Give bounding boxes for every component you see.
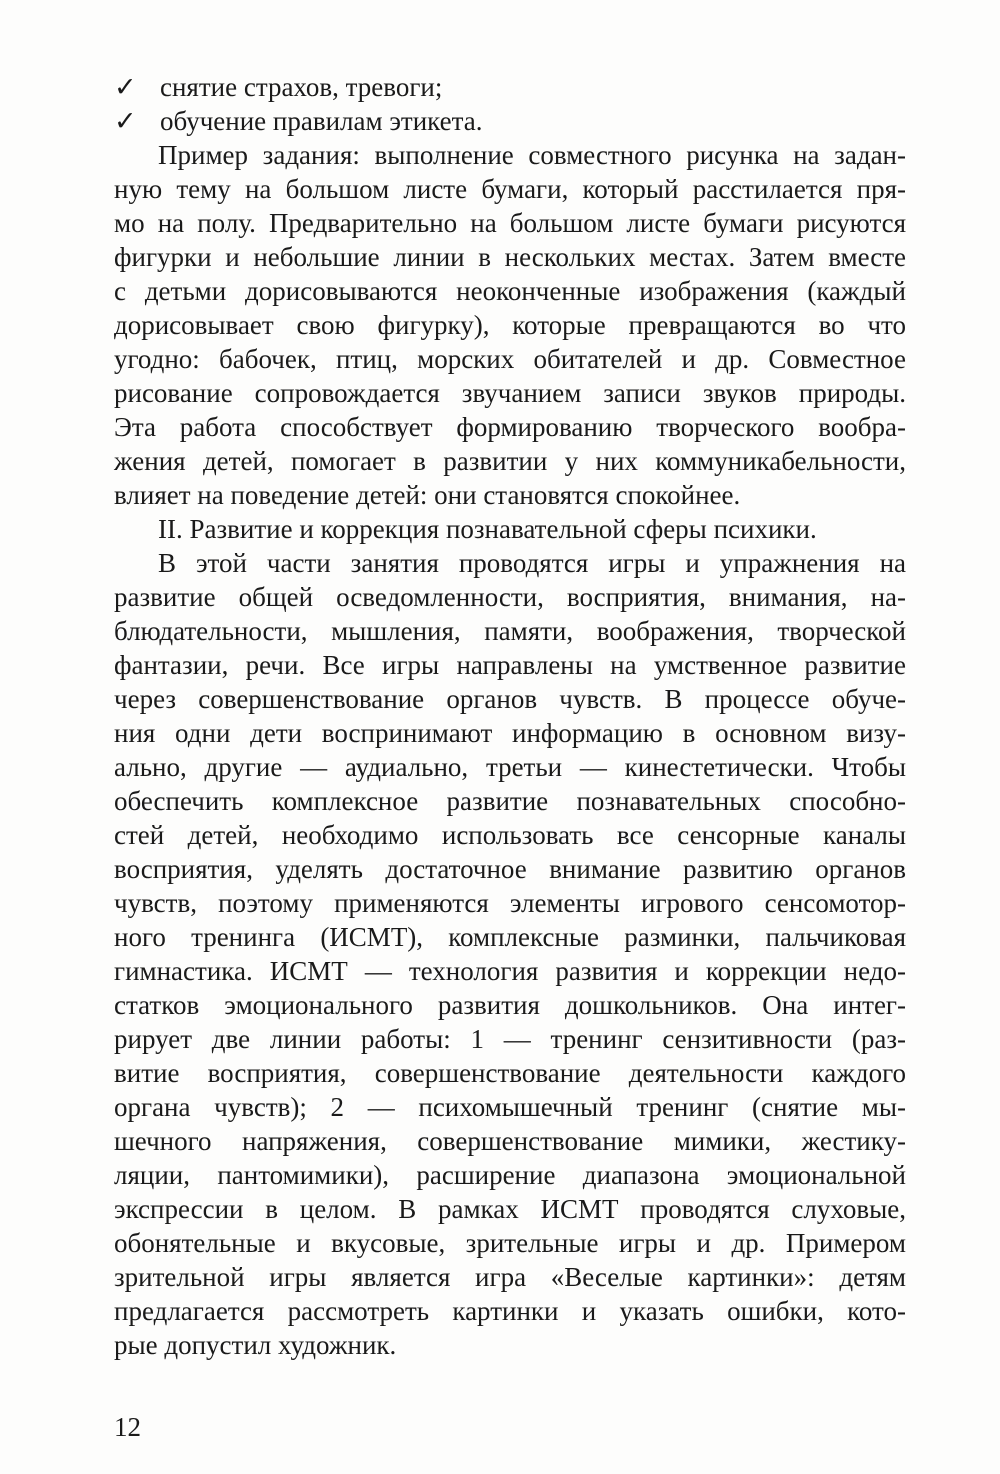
section-heading: II. Развитие и коррекция познавательной сферы психики. [158,514,817,544]
paragraph-line: развитие общей осведомленности, восприятия, внимания, на- [114,582,906,612]
paragraph-line: восприятия, уделять достаточное внимание развитию органов [114,854,906,884]
paragraph-line: В этой части занятия проводятся игры и упражнения на [158,548,906,578]
checkmark-icon: ✓ [114,72,137,102]
paragraph-line: жения детей, помогает в развитии у них коммуникабельности, [114,446,906,476]
paragraph-line: рисование сопровождается звучанием записи звуков природы. [114,378,906,408]
paragraph-line: рирует две линии работы: 1 — тренинг сензитивности (раз- [114,1024,906,1054]
paragraph-line: через совершенствование органов чувств. В процессе обуче- [114,684,906,714]
bullet-item [114,104,482,138]
paragraph-line: витие восприятия, совершенствование деятельности каждого [114,1058,906,1088]
paragraph-line: блюдательности, мышления, памяти, воображения, творческой [114,616,906,646]
paragraph-line: мо на полу. Предварительно на большом листе бумаги рисуются [114,208,906,238]
paragraph-line: ную тему на большом листе бумаги, который расстилается пря- [114,174,906,204]
paragraph-line: влияет на поведение детей: они становятся спокойнее. [114,480,741,510]
paragraph-line: ного тренинга (ИСМТ), комплексные разминки, пальчиковая [114,922,906,952]
bullet-text: снятие страхов, тревоги; [160,72,443,102]
paragraph-line: экспрессии в целом. В рамках ИСМТ проводятся слуховые, [114,1194,906,1224]
paragraph-line: зрительной игры является игра «Веселые картинки»: детям [114,1262,906,1292]
paragraph-line: обеспечить комплексное развитие познавательных способно- [114,786,906,816]
paragraph-line: гимнастика. ИСМТ — технология развития и коррекции недо- [114,956,906,986]
paragraph-line: фантазии, речи. Все игры направлены на умственное развитие [114,650,906,680]
paragraph-line: Пример задания: выполнение совместного рисунка на задан- [158,140,906,170]
paragraph-line: дорисовывает свою фигурку), которые превращаются во что [114,310,906,340]
paragraph-line: чувств, поэтому применяются элементы игрового сенсомотор- [114,888,906,918]
page-number: 12 [114,1412,141,1442]
paragraph-line: фигурки и небольшие линии в нескольких местах. Затем вместе [114,242,906,272]
paragraph-line: Эта работа способствует формированию творческого вообра- [114,412,906,442]
paragraph-line: ния одни дети воспринимают информацию в основном визу- [114,718,906,748]
paragraph-line: статков эмоционального развития дошкольников. Она интег- [114,990,906,1020]
paragraph-line: предлагается рассмотреть картинки и указать ошибки, кото- [114,1296,906,1326]
paragraph-line: ально, другие — аудиально, третьи — кинестетически. Чтобы [114,752,906,782]
bullet-item [114,70,442,104]
paragraph-line: стей детей, необходимо использовать все сенсорные каналы [114,820,906,850]
checkmark-icon: ✓ [114,106,137,136]
paragraph-line: органа чувств); 2 — психомышечный тренинг (снятие мы- [114,1092,906,1122]
paragraph-line: обонятельные и вкусовые, зрительные игры и др. Примером [114,1228,906,1258]
paragraph-line: шечного напряжения, совершенствование мимики, жестику- [114,1126,906,1156]
paragraph-line: ляции, пантомимики), расширение диапазона эмоциональной [114,1160,906,1190]
paragraph-line: рые допустил художник. [114,1330,397,1360]
paragraph-line: с детьми дорисовываются неоконченные изображения (каждый [114,276,906,306]
paragraph-line: угодно: бабочек, птиц, морских обитателей и др. Совместное [114,344,906,374]
bullet-text: обучение правилам этикета. [160,106,483,136]
